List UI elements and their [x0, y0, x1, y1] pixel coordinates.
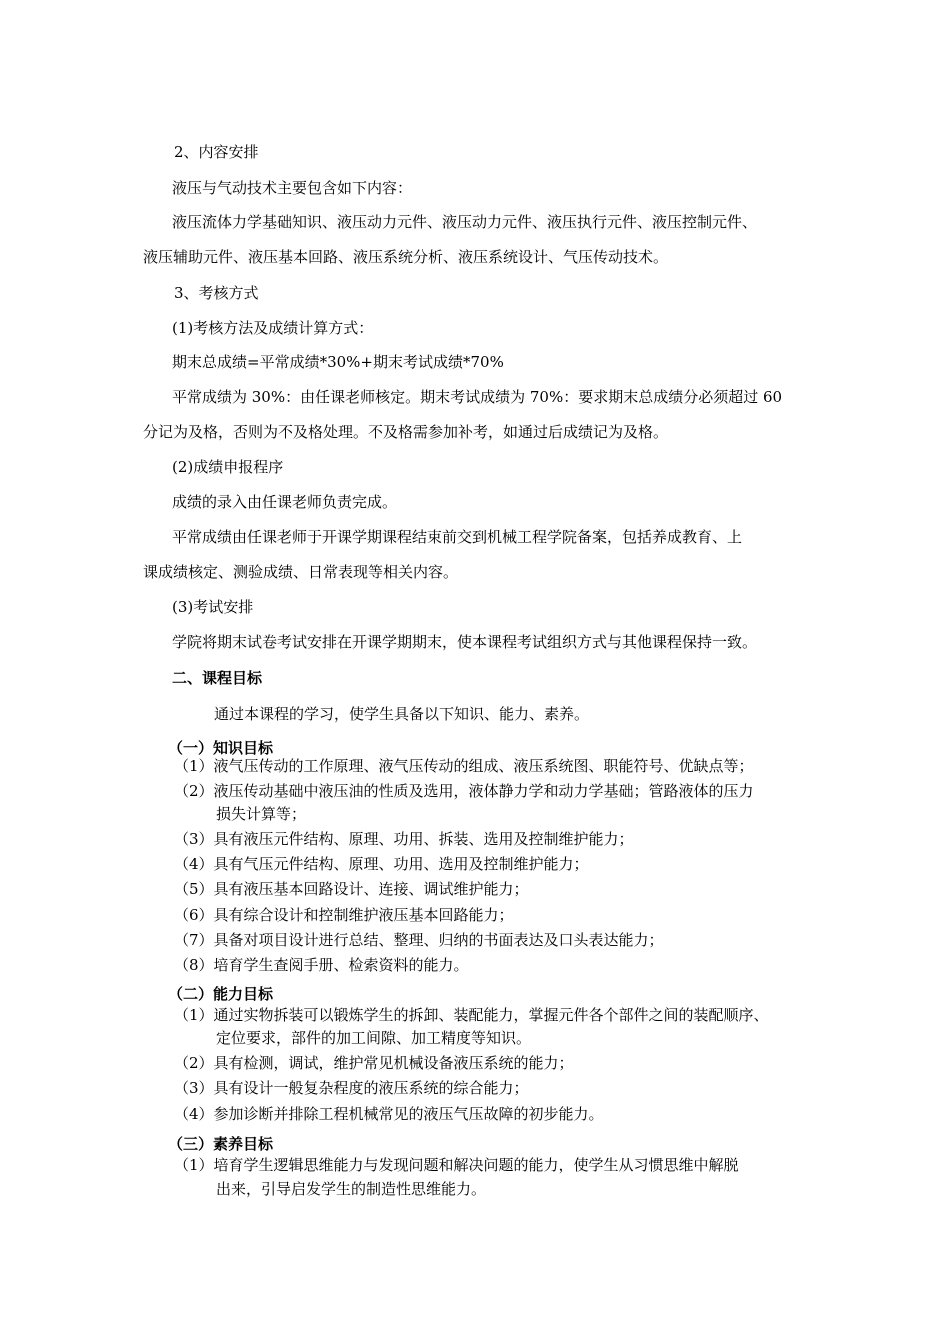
content-line-1: 液压流体力学基础知识、液压动力元件、液压动力元件、液压执行元件、液压控制元件、: [172, 213, 758, 231]
quality-heading: （三）素养目标: [168, 1135, 274, 1153]
content-intro: 液压与气动技术主要包含如下内容：: [172, 179, 413, 197]
knowledge-item-2: （2）液压传动基础中液压油的性质及选用，液体静力学和动力学基础；管路液体的压力: [174, 782, 754, 800]
ability-item-1: （1）通过实物拆装可以锻炼学生的拆卸、装配能力，掌握元件各个部件之间的装配顺序、: [174, 1006, 769, 1024]
assessment-sub-2: (2)成绩申报程序: [172, 458, 284, 476]
ability-item-1-cont: 定位要求，部件的加工间隙、加工精度等知识。: [216, 1029, 532, 1047]
knowledge-item-5: （5）具有液压基本回路设计、连接、调试维护能力；: [174, 880, 529, 898]
content-heading: 2、内容安排: [174, 143, 259, 161]
assessment-para-2: 成绩的录入由任课老师负责完成。: [172, 493, 398, 511]
assessment-para-4: 学院将期末试卷考试安排在开课学期期末，使本课程考试组织方式与其他课程保持一致。: [172, 633, 758, 651]
knowledge-item-1: （1）液气压传动的工作原理、液气压传动的组成、液压系统图、职能符号、优缺点等；: [174, 757, 754, 775]
assessment-formula: 期末总成绩=平常成绩*30%+期末考试成绩*70%: [172, 353, 504, 371]
assessment-para-1b: 分记为及格，否则为不及格处理。不及格需参加补考，如通过后成绩记为及格。: [143, 423, 669, 441]
quality-item-1-cont: 出来，引导启发学生的制造性思维能力。: [216, 1180, 487, 1198]
ability-item-3: （3）具有设计一般复杂程度的液压系统的综合能力；: [174, 1079, 529, 1097]
ability-heading: （二）能力目标: [168, 985, 274, 1003]
content-line-2: 液压辅助元件、液压基本回路、液压系统分析、液压系统设计、气压传动技术。: [143, 248, 669, 266]
knowledge-item-8: （8）培育学生查阅手册、检索资料的能力。: [174, 956, 469, 974]
ability-item-4: （4）参加诊断并排除工程机械常见的液压气压故障的初步能力。: [174, 1105, 604, 1123]
assessment-para-1a: 平常成绩为 30%：由任课老师核定。期末考试成绩为 70%：要求期末总成绩分必须超过 60: [172, 388, 783, 406]
quality-item-1: （1）培育学生逻辑思维能力与发现问题和解决问题的能力，使学生从习惯思维中解脱: [174, 1156, 739, 1174]
assessment-sub-1: (1)考核方法及成绩计算方式：: [172, 319, 374, 337]
assessment-heading: 3、考核方式: [174, 284, 259, 302]
ability-item-2: （2）具有检测，调试，维护常见机械设备液压系统的能力；: [174, 1054, 574, 1072]
knowledge-item-4: （4）具有气压元件结构、原理、功用、选用及控制维护能力；: [174, 855, 589, 873]
assessment-sub-3: (3)考试安排: [172, 598, 254, 616]
goals-intro: 通过本课程的学习，使学生具备以下知识、能力、素养。: [214, 705, 590, 723]
knowledge-item-2-cont: 损失计算等；: [216, 805, 307, 823]
knowledge-item-3: （3）具有液压元件结构、原理、功用、拆装、选用及控制维护能力；: [174, 830, 634, 848]
knowledge-heading: （一）知识目标: [168, 739, 274, 757]
assessment-para-3a: 平常成绩由任课老师于开课学期课程结束前交到机械工程学院备案，包括养成教育、上: [172, 528, 743, 546]
goals-heading: 二、课程目标: [172, 669, 263, 687]
knowledge-item-7: （7）具备对项目设计进行总结、整理、归纳的书面表达及口头表达能力；: [174, 931, 664, 949]
assessment-para-3b: 课成绩核定、测验成绩、日常表现等相关内容。: [143, 563, 459, 581]
knowledge-item-6: （6）具有综合设计和控制维护液压基本回路能力；: [174, 906, 514, 924]
